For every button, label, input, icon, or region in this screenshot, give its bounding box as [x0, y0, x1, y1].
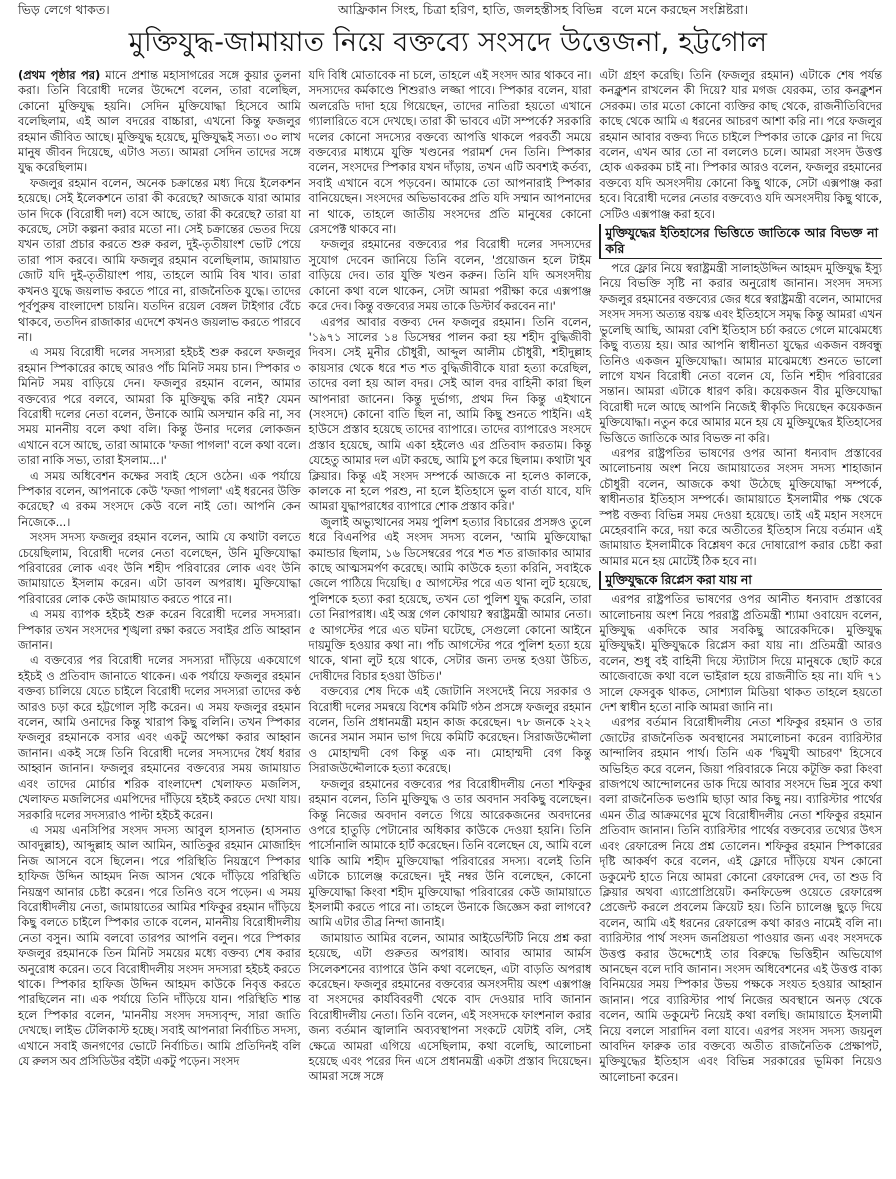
article-headline: মুক্তিযুদ্ধ-জামায়াত নিয়ে বক্তব্যে সংসদে উত্তেজনা, হট্টগোল: [128, 27, 768, 58]
top-fragment-middle: আফ্রিকান সিংহ, চিত্রা হরিণ, হাতি, জলহস্তীসহ বিভিন্ন: [338, 2, 603, 17]
paragraph: পরে ফ্লোর নিয়ে স্বরাষ্ট্রমন্ত্রী সালাহউদ্দিন আহমদ মুক্তিযুদ্ধ ইস্যু নিয়ে বিভক্তি সৃষ্টি না করার অনুরোধ জানান। সংসদ সদস্য ফজলুর রহমানের বক্তব্যের জের ধরে স্বরাষ্ট্রমন্ত্রী বলেন, আমাদের সংসদ সদস্য অত্যন্ত বয়স্ক এবং ইতিহাসে সমৃদ্ধ কিন্তু আমরা এখন ভুলেছি আছি, আমরা বেশি ইতিহাস চর্চা করতে গেলে মাঝেমধ্যে কিছু ব্যত্যয় হয়। আর আপনি স্বাধীনতা যুদ্ধের একজন বঙ্গবন্ধু তিনিও একজন মুক্তিযোদ্ধা। আমার মাঝেমধ্যে শুনতে ভালো লাগে যখন বিরোধী নেতা বলেন যে, তিনি শহীদ পরিবারের সন্তান। আমরা এটাকে ধারণ করি। কয়েকজন বীর মুক্তিযোদ্ধা বিরোধী দলে আছে আপনি নিজেই স্বীকৃতি দিয়েছেন কয়েকজন মুক্তিযোদ্ধা। নতুন করে আমার মনে হয় যে মুক্তিযুদ্ধের ইতিহাসের ভিত্তিতে জাতিকে আর বিভক্ত না করি।: [599, 261, 883, 445]
paragraph: ফজলুর রহমানের বক্তব্যের পর বিরোধীদলীয় নেতা শফিকুর রহমান বলেন, তিনি মুক্তিযুদ্ধ ও তার অবদান সবকিছু বলেছেন। কিন্তু নিজের অবদান বলতে গিয়ে আরেকজনের অবদানের ওপরে হাতুড়ি পেটানোর অধিকার কাউকে দেওয়া হয়নি। তিনি পার্সোনালি আমাকে হার্ট করেছেন। তিনি বলেছেন যে, আমি বলে থাকি আমি শহীদ মুক্তিযোদ্ধা পরিবারের সদস্য। বলেই তিনি এটাকে চ্যালেঞ্জ করেছেন। দুই নম্বর উনি বলেছেন, কোনো মুক্তিযোদ্ধা কিংবা শহীদ মুক্তিযোদ্ধা পরিবারের কেউ জামায়াতে ইসলামী করতে পারে না। তাহলে উনাকে জিজ্ঞেস করা লাগবে? আমি এটার তীব্র নিন্দা জানাই।: [308, 776, 592, 930]
paragraph: ফজলুর রহমানের বক্তব্যের পর বিরোধী দলের সদস্যদের সুযোগ দেবেন জানিয়ে তিনি বলেন, 'প্রয়োজন হলে টাইম বাড়িয়ে দেব। তার যুক্তি খণ্ডন করুন। তিনি যদি অসংসদীয় কোনো কথা বলে থাকেন, সেটা আমরা পরীক্ষা করে এক্সপাঞ্জ করে দেব। কিন্তু বক্তব্যের সময় তাকে ডিস্টার্ব করবেন না।': [308, 237, 592, 314]
paragraph: এরপর রাষ্ট্রপতির ভাষণের ওপর আনা ধন্যবাদ প্রস্তাবের আলোচনায় অংশ নিয়ে জামায়াতের সংসদ সদস্য শাহাজান চৌধুরী বলেন, আজকে কথা উঠেছে মুক্তিযোদ্ধা সম্পর্কে, স্বাধীনতার ইতিহাস সম্পর্কে। জামায়াতে ইসলামীর পক্ষ থেকে স্পষ্ট বক্তব্য বিভিন্ন সময় দেওয়া হয়েছে। তাই এই মহান সংসদে মেহেরবানি করে, দয়া করে অতীতের ইতিহাস নিয়ে বর্তমান এই জামায়াত ইসলামীকে বিশ্লেষণ করে দোষারোপ করার চেষ্টা করা আমার মনে হয় মোটেই ঠিক হবে না।: [599, 445, 883, 568]
top-fragment-right: বলে মনে করছেন সংশ্লিষ্টরা।: [612, 2, 749, 17]
top-fragment-left: ভিড় লেগে থাকত।: [18, 2, 110, 17]
paragraph: ফজলুর রহমান বলেন, অনেক চক্রান্তের মধ্য দিয়ে ইলেকশন হয়েছে। সেই ইলেকশনে তারা কী করেছে? আজকে যারা আমার ডান দিকে (বিরোধী দল) বসে আছে, তারা কী করেছে? তারা যা করেছে, সেটা কল্পনা করার মতো না। সেই চক্রান্তের ভেতর দিয়ে যখন তারা প্রচার করতে শুরু করল, দুই-তৃতীয়াংশ ভোট পেয়ে তারা পাস করবে। আমি ফজলুর রহমান বলেছিলাম, জামায়াত জোট যদি দুই-তৃতীয়াংশ পায়, তাহলে আমি বিষ খাব। তারা কখনও যুদ্ধে জয়লাভ করতে পারে না, রাজনৈতিক যুদ্ধে। তাদের পূর্বপুরুষ বাংলাদেশ চায়নি। যতদিন রয়েল বেঙ্গল টাইগার বেঁচে থাকবে, ততদিন রাজাকার এদেশে কখনও জয়লাভ করতে পারবে না।: [18, 175, 301, 344]
paragraph: এ সময় এনসিপির সংসদ সদস্য আবুল হাসনাত (হাসনাত আবদুল্লাহ), আব্দুল্লাহ আল আমিন, আতিকুর রহমান মোজাহিদ নিজ আসনে বসে ছিলেন। পরে পরিস্থিতি নিয়ন্ত্রণে স্পিকার হাফিজ উদ্দিন আহমদ নিজ আসন থেকে দাঁড়িয়ে পরিস্থিতি নিয়ন্ত্রণ আনার চেষ্টা করেন। পরে তিনিও বসে পড়েন। এ সময় বিরোধীদলীয় নেতা, জামায়াতের আমির শফিকুর রহমান দাঁড়িয়ে কিছু বলতে চাইলে স্পিকার তাকে বলেন, মাননীয় বিরোধীদলীয় নেতা বসুন। আমি বলবো তারপর আপনি বলুন। পরে স্পিকার ফজলুর রহমানকে তিন মিনিট সময়ের মধ্যে বক্তব্য শেষ করার অনুরোধ করেন। তবে বিরোধীদলীয় সংসদ সদস্যরা হইচই করতে থাকে। স্পিকার হাফিজ উদ্দিন আহমদ কাউকে নিবৃত্ত করতে পারছিলেন না। এক পর্যায়ে তিনি দাঁড়িয়ে যান। পরিস্থিতি শান্ত হলে স্পিকার বলেন, 'মাননীয় সংসদ সদস্যবৃন্দ, সারা জাতি দেখছে। লাইভ টেলিকাস্ট হচ্ছে। সবাই আপনারা নির্বাচিত সদস্য, এখানে সবাই জনগণের ভোটে নির্বাচিত। আমি প্রতিদিনই বলি যে রুলস অব প্রসিডিউর বইটা একটু পড়েন। সংসদ: [18, 822, 301, 1068]
paragraph: এ বক্তব্যের পর বিরোধী দলের সদস্যরা দাঁড়িয়ে একযোগে হইচই ও প্রতিবাদ জানাতে থাকেন। এক পর্যায়ে ফজলুর রহমান বক্তব্য চালিয়ে যেতে চাইলে বিরোধী দলের সদস্যরা তাদের কণ্ঠ আরও চড়া করে হট্টগোল সৃষ্টি করেন। এ সময় ফজলুর রহমান বলেন, আমি ওনাদের কিন্তু খারাপ কিছু বলিনি। তখন স্পিকার ফজলুর রহমানকে বসার এবং একটু অপেক্ষা করার আহ্বান জানান। একই সঙ্গে তিনি বিরোধী দলের সদস্যদের ধৈর্য ধরার আহ্বান জানান। ফজলুর রহমানের বক্তব্যের সময় জামায়াত এবং তাদের মোর্চার শরিক বাংলাদেশ খেলাফত মজলিস, খেলাফত মজলিসের এমপিদের দাঁড়িয়ে হইচই করতে দেখা যায়। সরকারি দলের সদস্যরাও পাল্টা হইচই করেন।: [18, 653, 301, 822]
article-body: [18, 68, 882, 1085]
column-2: [309, 68, 592, 1085]
continued-label: (প্রথম পৃষ্ঠার পর): [18, 68, 101, 82]
paragraph: এরপর রাষ্ট্রপতির ভাষণের ওপর আনীত ধন্যবাদ প্রস্তাবের আলোচনায় অংশ নিয়ে পররাষ্ট্র প্রতিমন্ত্রী শ্যামা ওবায়েদ বলেন, মুক্তিযুদ্ধ একদিকে আর সবকিছু আরেকদিকে। মুক্তিযুদ্ধ মুক্তিযুদ্ধই। মুক্তিযুদ্ধকে রিপ্লেস করা যায় না। প্রতিমন্ত্রী আরও বলেন, শুধু বই বাহিনী দিয়ে স্ট্যাটাস দিয়ে মানুষকে ছোট করে আজেবাজে কথা বলে ভাইরাল হয়ে রাজনীতি হয় না। যদি ৭১ সালে ফেসবুক থাকত, সোশ্যাল মিডিয়া থাকত তাহলে হয়তো দেশ স্বাধীন হতো নাকি আমরা জানি না।: [599, 592, 883, 715]
paragraph: এটা গ্রহণ করেছি। তিনি (ফজলুর রহমান) এটাকে শেষ পর্যন্ত কনক্লুশন রাখলেন কী দিয়ে? যার মগজ যেরকম, তার কনক্লুশন সেরকম। তার মতো কোনো ব্যক্তির কাছ থেকে, রাজনীতিবিদের কাছে থেকে আমি এ ধরনের আচরণ আশা করি না। পরে ফজলুর রহমান আবার বক্তব্য দিতে চাইলে স্পিকার তাকে ফ্লোর না দিয়ে বলেন, এখন আর তো না বললেও চলে। আমরা সংসদ উত্তপ্ত হোক একরকম চাই না। স্পিকার আরও বলেন, ফজলুর রহমানের বক্তব্যে যদি অসংসদীয় কোনো কিছু থাকে, সেটা এক্সপাঞ্জ করা হবে। বিরোধী দলের নেতার বক্তব্যেও যদি অসংসদীয় কিছু থাকে, সেটিও এক্সপাঞ্জ করা হবে।: [599, 68, 883, 221]
paragraph: বক্তব্যের শেষ দিকে এই জোটানি সংসদেই নিয়ে সরকার ও বিরোধী দলের সমন্বয়ে বিশেষ কমিটি গঠন প্রসঙ্গে ফজলুর রহমান বলেন, তিনি প্রধানমন্ত্রী মহান কাজ করেছেন। ৭৮ জনকে ২২২ জনের সমান সমান ভাগ দিয়ে কমিটি করেছেন। সিরাজউদ্দৌলা ও মোহাম্মদী বেগ কিন্তু এক না। মোহাম্মদী বেগ কিন্তু সিরাজউদ্দৌলাকে হত্যা করেছে।: [308, 684, 592, 776]
paragraph: এরপর বর্তমান বিরোধীদলীয় নেতা শফিকুর রহমান ও তার জোটের রাজনৈতিক অবস্থানের সমালোচনা করেন ব্যারিস্টার আন্দালিব রহমান পার্থ। তিনি এক 'দ্বিমুখী আচরণ' হিসেবে অভিহিত করে বলেন, জিয়া পরিবারকে নিয়ে কটূক্তি করা কিংবা রাজপথে আন্দোলনের ডাক দিয়ে আবার সংসদে ভিন্ন সুরে কথা বলা রাজনৈতিক ভণ্ডামি ছাড়া আর কিছু নয়। ব্যারিস্টার পার্থের এমন তীব্র আক্রমণের মুখে বিরোধীদলীয় নেতা শফিকুর রহমান প্রতিবাদ জানান। তিনি ব্যারিস্টার পার্থের বক্তব্যের তথ্যের উৎস এবং রেফারেন্স নিয়ে প্রশ্ন তোলেন। শফিকুর রহমান স্পিকারের দৃষ্টি আকর্ষণ করে বলেন, এই ফ্লোরে দাঁড়িয়ে যখন কোনো ডকুমেন্ট হাতে নিয়ে আমরা কোনো রেফারেন্স দেব, তা শুড বি ক্লিয়ার অথবা এ্যাপ্রোপ্রিয়েট। কনফিডেন্স ওয়েতে রেফারেন্স প্রেজেন্ট করলে প্রবলেম ক্রিয়েট হয়। তিনি চ্যালেঞ্জ ছুড়ে দিয়ে বলেন, আমি এই ধরনের রেফারেন্স কথা কারও নামেই বলি না। ব্যারিস্টার পার্থ সংসদ জনপ্রিয়তা পাওয়ার জন্য এবং সংসদকে উত্তপ্ত করার উদ্দেশ্যেই তার বিরুদ্ধে ভিত্তিহীন অভিযোগ আনছেন বলে দাবি জানান। সংসদ অধিবেশনের এই উত্তপ্ত বাক্য বিনিময়ের সময় স্পিকার উভয় পক্ষকে সংযত হওয়ার আহ্বান জানান। পরে ব্যারিস্টার পার্থ নিজের অবস্থানে অনড় থেকে বলেন, আমি ডকুমেন্ট নিয়েই কথা বলছি। জামায়াতে ইসলামী নিয়ে বললে সারাদিন বলা যাবে। এরপর সংসদ সদস্য জয়নুল আবদিন ফারুক তার বক্তব্যে অতীত রাজনৈতিক প্রেক্ষাপট, মুক্তিযুদ্ধের ইতিহাস এবং বিভিন্ন সরকারের ভূমিকা নিয়েও আলোচনা করেন।: [599, 715, 883, 1084]
subheading: মুক্তিযুদ্ধের ইতিহাসের ভিত্তিতে জাতিকে আর বিভক্ত না করি: [599, 224, 882, 259]
paragraph: জামায়াত আমির বলেন, আমার আইডেন্টিটি নিয়ে প্রশ্ন করা হয়েছে, এটা গুরুতর অপরাধ। আবার আমার আর্মস সিলেকশনের ব্যাপারে উনি কথা বলেছেন, এটা বাড়তি অপরাধ করেছেন। ফজলুর রহমানের বক্তব্যের অসংসদীয় অংশ এক্সপাঞ্জ বা সংসদের কার্যবিবরণী থেকে বাদ দেওয়ার দাবি জানান বিরোধীদলীয় নেতা। তিনি বলেন, এই সংসদকে ফাংশনাল করার জন্য বর্তমান জ্বালানি অব্যবস্থাপনা সংকটে যেটাই বলি, সেই ক্ষেত্রে আমরা এগিয়ে এসেছিলাম, কথা বলেছি, আলোচনা হয়েছে এবং পরের দিন এসে প্রধানমন্ত্রী একটা প্রস্তাব দিয়েছেন। আমরা সঙ্গে সঙ্গে: [308, 930, 592, 1084]
paragraph: এ সময় বিরোধী দলের সদস্যরা হইচই শুরু করলে ফজলুর রহমান স্পিকারের কাছে আরও পাঁচ মিনিট সময় চান। স্পিকার ৩ মিনিট সময় বাড়িয়ে দেন। ফজলুর রহমান বলেন, আমার বক্তব্যের পরে বলবে, আমরা কি মুক্তিযুদ্ধ করি নাই? যেমন বিরোধী দলের নেতা বলেন, উনাকে আমি অসম্মান করি না, সব সময় মাননীয় বলে কথা বলি। কিন্তু উনার দলের লোকজন এখানে বসে আছে, তারা আমাকে 'ফজা পাগলা' বলে কথা বলে। তারা নাকি সভ্য, তারা ইসলাম...।': [18, 345, 301, 468]
subheading: মুক্তিযুদ্ধকে রিপ্লেস করা যায় না: [599, 571, 882, 590]
paragraph: এ সময় অধিবেশন কক্ষের সবাই হেসে ওঠেন। এক পর্যায়ে স্পিকার বলেন, আপনাকে কেউ 'ফজা পাগলা' এই ধরনের উক্তি করেছে? এ রকম সংসদে কেউ বলে নাই তো। আপনি কেন নিজেকে...।: [18, 468, 301, 529]
paragraph: জুলাই অভ্যুত্থানের সময় পুলিশ হত্যার বিচারের প্রসঙ্গও তুলে ধরে বিএনপির এই সংসদ সদস্য বলেন, 'আমি মুক্তিযোদ্ধা কমান্ডার ছিলাম, ১৬ ডিসেম্বরের পরে শত শত রাজাকার আমার কাছে আত্মসমর্পণ করেছে। আমি কাউকে হত্যা করিনি, সবাইকে জেলে পাঠিয়ে দিয়েছি। ৫ আগস্টের পরে এত থানা লুট হয়েছে, পুলিশকে হত্যা করা হয়েছে, তখন তো পুলিশ যুদ্ধ করেনি, তারা তো নিরাপরাধ। এই অস্ত্র গেল কোথায়? স্বরাষ্ট্রমন্ত্রী আমার নেতা। ৫ আগস্টের পরে এত ঘটনা ঘটেছে, সেগুলো কোনো আইনে দায়মুক্তি হওয়ার কথা না। পাঁচ আগস্টের পরে পুলিশ হত্যা হয়ে থাকে, থানা লুট হয়ে থাকে, সেটার জন্য তদন্ত হওয়া উচিত, দোষীদের বিচার হওয়া উচিত।': [308, 514, 592, 683]
column-3: [599, 68, 882, 1085]
paragraph: এরপর আবার বক্তব্য দেন ফজলুর রহমান। তিনি বলেন, '১৯৭১ সালের ১৪ ডিসেম্বর পালন করা হয় শহীদ বুদ্ধিজীবী দিবস। সেই মুনীর চৌধুরী, আব্দুল আলীম চৌধুরী, শহীদুল্লাহ কায়সার থেকে ধরে শত শত বুদ্ধিজীবীকে যারা হত্যা করেছিল, তাদের বলা হয় আল বদর। সেই আল বদর বাহিনী কারা ছিল আপনারা জানেন। কিন্তু দুর্ভাগ্য, প্রথম দিন কিন্তু এইখানে (সংসদে) কোনো বাতি ছিল না, আমি কিছু শুনতে পাইনি। এই হাউসে প্রস্তাব হয়েছে তাদের ব্যাপারে। তাদের ব্যাপারেও সংসদে প্রস্তাব হয়েছে, আমি একা হইলেও এর প্রতিবাদ করতাম। কিন্তু যেহেতু আমার দল এটা করছে, আমি চুপ করে ছিলাম। কথাটা খুব ক্লিয়ার। কিন্তু এই সংসদ সম্পর্কে আজকে না হলেও কালকে, কালকে না হলে পরশু, না হলে ইতিহাসে ভুল বার্তা যাবে, যদি আমরা যুদ্ধাপরাধের ব্যাপারে শোক প্রস্তাব করি।': [308, 314, 592, 514]
paragraph: যদি বিধি মোতাবেক না চলে, তাহলে এই সংসদ আর থাকবে না। সদস্যদের কর্মকাণ্ডে শিশুরাও লজ্জা পাবে। স্পিকার বলেন, যারা অলরেডি দাদা হয়ে গিয়েছেন, তাদের নাতিরা হয়তো এখানে গ্যালারিতে বসে দেখছে। তারা কী ভাববে এটা সম্পর্কে? সরকারি দলের কোনো সদস্যের বক্তব্যে আপত্তি থাকলে পরবর্তী সময়ে বক্তব্যের মাধ্যমে যুক্তি খণ্ডনের পরামর্শ দেন তিনি। স্পিকার বলেন, সংসদের স্পিকার যখন দাঁড়ায়, তখন এটি অবশ্যই কর্তব্য, সবাই এখানে বসে পড়বেন। আমাকে তো আপনারাই স্পিকার বানিয়েছেন। সংসদের অভিভাবকের প্রতি যদি সম্মান আপনাদের না থাকে, তাহলে জাতীয় সংসদের প্রতি মানুষের কোনো রেসপেক্ট থাকবে না।: [308, 68, 592, 237]
previous-article-tail: [0, 0, 896, 22]
column-1: [18, 68, 301, 1069]
paragraph: সংসদ সদস্য ফজলুর রহমান বলেন, আমি যে কথাটা বলতে চেয়েছিলাম, বিরোধী দলের নেতা বলেছেন, উনি মুক্তিযোদ্ধা পরিবারের লোক এবং উনি শহীদ পরিবারের লোক এবং উনি জামায়াতে ইসলাম করেন। এটা ডাবল অপরাধ। মুক্তিযোদ্ধা পরিবারের লোক কেউ জামায়াত করতে পারে না।: [18, 530, 301, 606]
paragraph: এ সময় ব্যাপক হইচই শুরু করেন বিরোধী দলের সদস্যরা। স্পিকার তখন সংসদের শৃঙ্খলা রক্ষা করতে সবাইর প্রতি আহ্বান জানান।: [18, 607, 301, 653]
paragraph: [18, 68, 301, 176]
paragraph-text: মানে প্রশান্ত মহাসাগরের সঙ্গে কুয়ার তুলনা করা। তিনি বিরোধী দলের উদ্দেশে বলেন, তারা বলেছিল, কোনো মুক্তিযুদ্ধ হয়নি। সেদিন মুক্তিযোদ্ধা হিসেবে আমি বলেছিলাম, এই আল বদরের বাচ্চারা, এখনো কিন্তু ফজলুর রহমান জীবিত আছে। মুক্তিযুদ্ধ হয়েছে, মুক্তিযুদ্ধই সত্য। ৩০ লাখ মানুষ জীবন দিয়েছে, এটাও সত্য। আমরা সেদিন তাদের সঙ্গে যুদ্ধ করেছিলাম।: [18, 68, 301, 175]
